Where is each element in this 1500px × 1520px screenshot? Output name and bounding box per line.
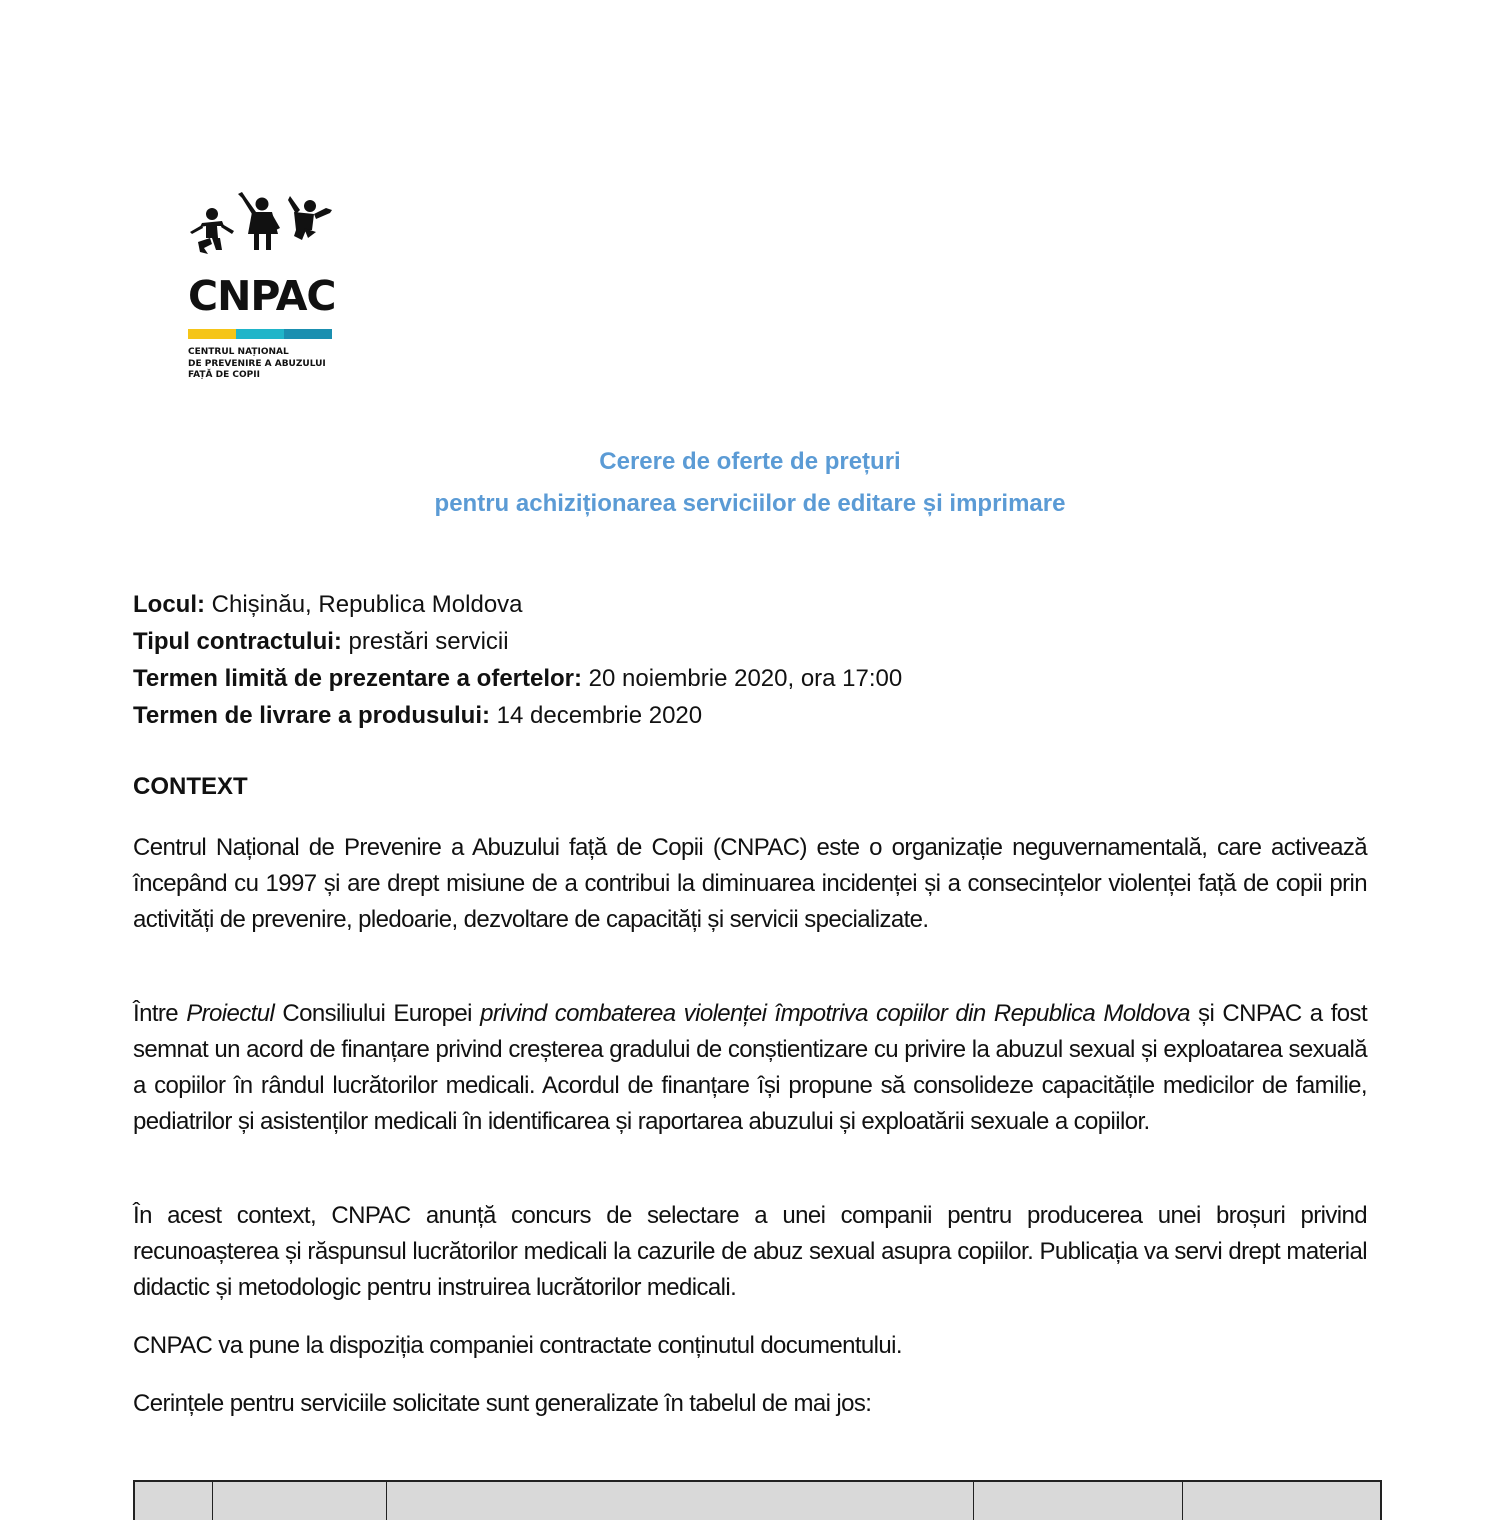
meta-value: 20 noiembrie 2020, ora 17:00 <box>582 665 903 692</box>
document-title: Cerere de oferte de prețuri <box>599 448 901 475</box>
children-jumping-icon <box>186 192 334 254</box>
logo-subtitle-line: CENTRUL NAȚIONAL <box>188 347 289 357</box>
meta-deadline <box>133 660 902 697</box>
logo-subtitle <box>188 347 334 382</box>
requirements-table-header <box>133 1480 1382 1520</box>
meta-value: 14 decembrie 2020 <box>489 702 703 729</box>
paragraph-about-cnpac: Centrul Național de Prevenire a Abuzului față de Copii (CNPAC) este o organizație neguvernamentală, care activează începând cu 1997 și are drept misiune de a contribui la diminuarea incidenței și a consecințelor violenței față de copii prin activități de prevenire, pledoarie, dezvoltare de capacități și servicii specializate. <box>133 834 1367 933</box>
document-subtitle: pentru achiziționarea serviciilor de editare și imprimare <box>434 490 1066 517</box>
meta-label: Locul: <box>133 591 205 618</box>
meta-label: Termen limită de prezentare a ofertelor: <box>133 665 583 692</box>
meta-contract-type <box>133 623 902 660</box>
logo-bar-blue <box>284 329 332 339</box>
meta-value: Chișinău, Republica Moldova <box>205 591 523 618</box>
italic-run: privind combaterea violenței împotriva copiilor din Republica Moldova <box>480 1000 1190 1027</box>
paragraph-announcement: În acest context, CNPAC anunță concurs de selectare a unei companii pentru producerea unei broșuri privind recunoașterea și răspunsul lucrătorilor medicali la cazurile de abuz sexual asupra copiilor. Publicația va servi drept material didactic și metodologic pentru instruirea lucrătorilor medicali. <box>133 1202 1367 1301</box>
table-header-cell <box>387 1482 974 1520</box>
text-run: și CNPAC a fost semnat un acord de finanțare privind creșterea gradului de conștientizare cu privire la abuzul sexual și exploatarea sexuală a copiilor în rândul lucrătorilor medicali. Acordul de finanțare își propune să consolideze capacitățile medicilor de familie, pediatrilor și asistenților medicali în identificarea și raportarea abuzului și exploatării sexuale a copiilor. <box>133 1000 1368 1135</box>
meta-label: Tipul contractului: <box>133 628 342 655</box>
document-meta <box>133 586 902 734</box>
logo-subtitle-line: DE PREVENIRE A ABUZULUI <box>188 358 326 369</box>
logo-bar-yellow <box>188 329 236 339</box>
logo-subtitle-line: FAȚĂ DE COPII <box>188 370 260 380</box>
table-header-cell <box>974 1482 1183 1520</box>
paragraph-agreement <box>133 996 1367 1140</box>
italic-run: Proiectul <box>186 1000 275 1027</box>
table-header-cell <box>135 1482 213 1520</box>
paragraph-table-intro: Cerințele pentru serviciile solicitate sunt generalizate în tabelul de mai jos: <box>133 1390 872 1417</box>
meta-value: prestări servicii <box>341 628 509 655</box>
meta-location <box>133 586 902 623</box>
table-header-cell <box>1183 1482 1380 1520</box>
logo-color-bar <box>188 329 332 339</box>
table-header-cell <box>213 1482 387 1520</box>
logo-wordmark: CNPAC <box>188 272 336 320</box>
meta-label: Termen de livrare a produsului: <box>133 702 490 729</box>
text-run: Consiliului Europei <box>274 1000 481 1027</box>
section-heading-context: CONTEXT <box>133 773 248 800</box>
paragraph-content-provision: CNPAC va pune la dispoziția companiei contractate conținutul documentului. <box>133 1332 902 1359</box>
cnpac-logo <box>186 192 334 382</box>
text-run: Între <box>133 1000 187 1027</box>
logo-bar-cyan <box>236 329 284 339</box>
meta-delivery <box>133 697 902 734</box>
